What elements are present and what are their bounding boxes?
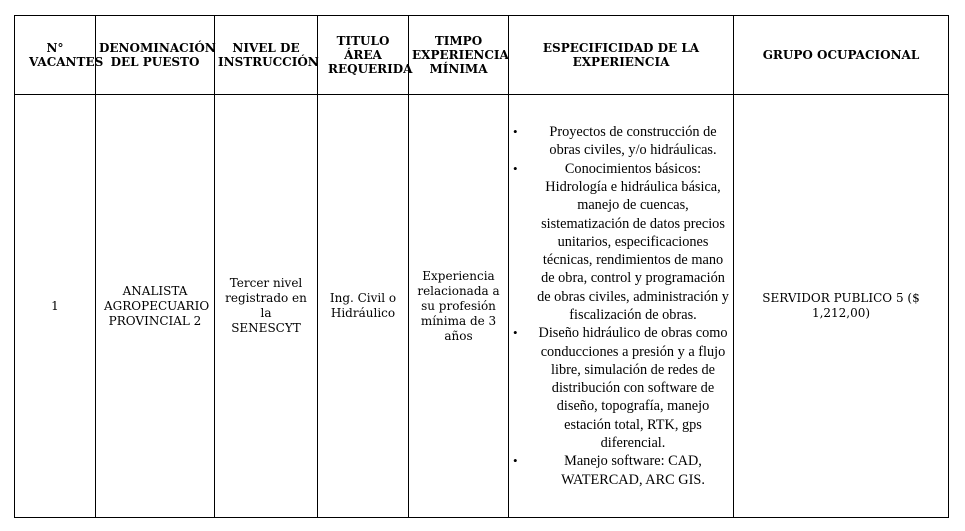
bullet-icon: •: [513, 325, 518, 341]
list-item: [512, 324, 730, 452]
header-tiempo: TIMPO EXPERIENCIA MÍNIMA: [409, 16, 509, 95]
header-row: [15, 16, 949, 95]
header-vacantes: N° VACANTES: [15, 16, 96, 95]
header-grupo: GRUPO OCUPACIONAL: [734, 16, 949, 95]
list-item-text: Manejo software: CAD, WATERCAD, ARC GIS.: [561, 453, 705, 488]
header-denominacion: DENOMINACIÓN DEL PUESTO: [96, 16, 215, 95]
list-item: [512, 452, 730, 489]
header-nivel: NIVEL DE INSTRUCCIÓN: [215, 16, 318, 95]
cell-grupo: SERVIDOR PUBLICO 5 ($ 1,212,00): [734, 95, 949, 518]
spec-list: [512, 123, 730, 489]
bullet-icon: •: [513, 453, 518, 469]
job-requirements-table: [14, 15, 949, 518]
cell-vacantes: 1: [15, 95, 96, 518]
list-item: [512, 160, 730, 325]
list-item: [512, 123, 730, 160]
list-item-text: Diseño hidráulico de obras como conducciones a presión y a flujo libre, simulación de redes de distribución con software de diseño, topografía, manejo estación total, RTK, gps diferencial.: [538, 325, 728, 452]
header-especificidad: ESPECIFICIDAD DE LA EXPERIENCIA: [509, 16, 734, 95]
cell-nivel: Tercer nivel registrado en la SENESCYT: [215, 95, 318, 518]
list-item-text: Conocimientos básicos: Hidrología e hidráulica básica, manejo de cuencas, sistematización de datos precios unitarios, especificaciones técnicas, rendimientos de mano de obra, control y programación de obras civiles, administración y fiscalización de obras.: [537, 160, 729, 323]
table-row: [15, 95, 949, 518]
bullet-icon: •: [513, 160, 518, 176]
cell-titulo: Ing. Civil o Hidráulico: [318, 95, 409, 518]
bullet-icon: •: [513, 124, 518, 140]
list-item-text: Proyectos de construcción de obras civiles, y/o hidráulicas.: [549, 124, 717, 159]
cell-tiempo: Experiencia relacionada a su profesión mínima de 3 años: [409, 95, 509, 518]
cell-especificidad: [509, 95, 734, 518]
header-titulo: TITULO ÁREA REQUERIDA: [318, 16, 409, 95]
cell-denominacion: ANALISTA AGROPECUARIO PROVINCIAL 2: [96, 95, 215, 518]
